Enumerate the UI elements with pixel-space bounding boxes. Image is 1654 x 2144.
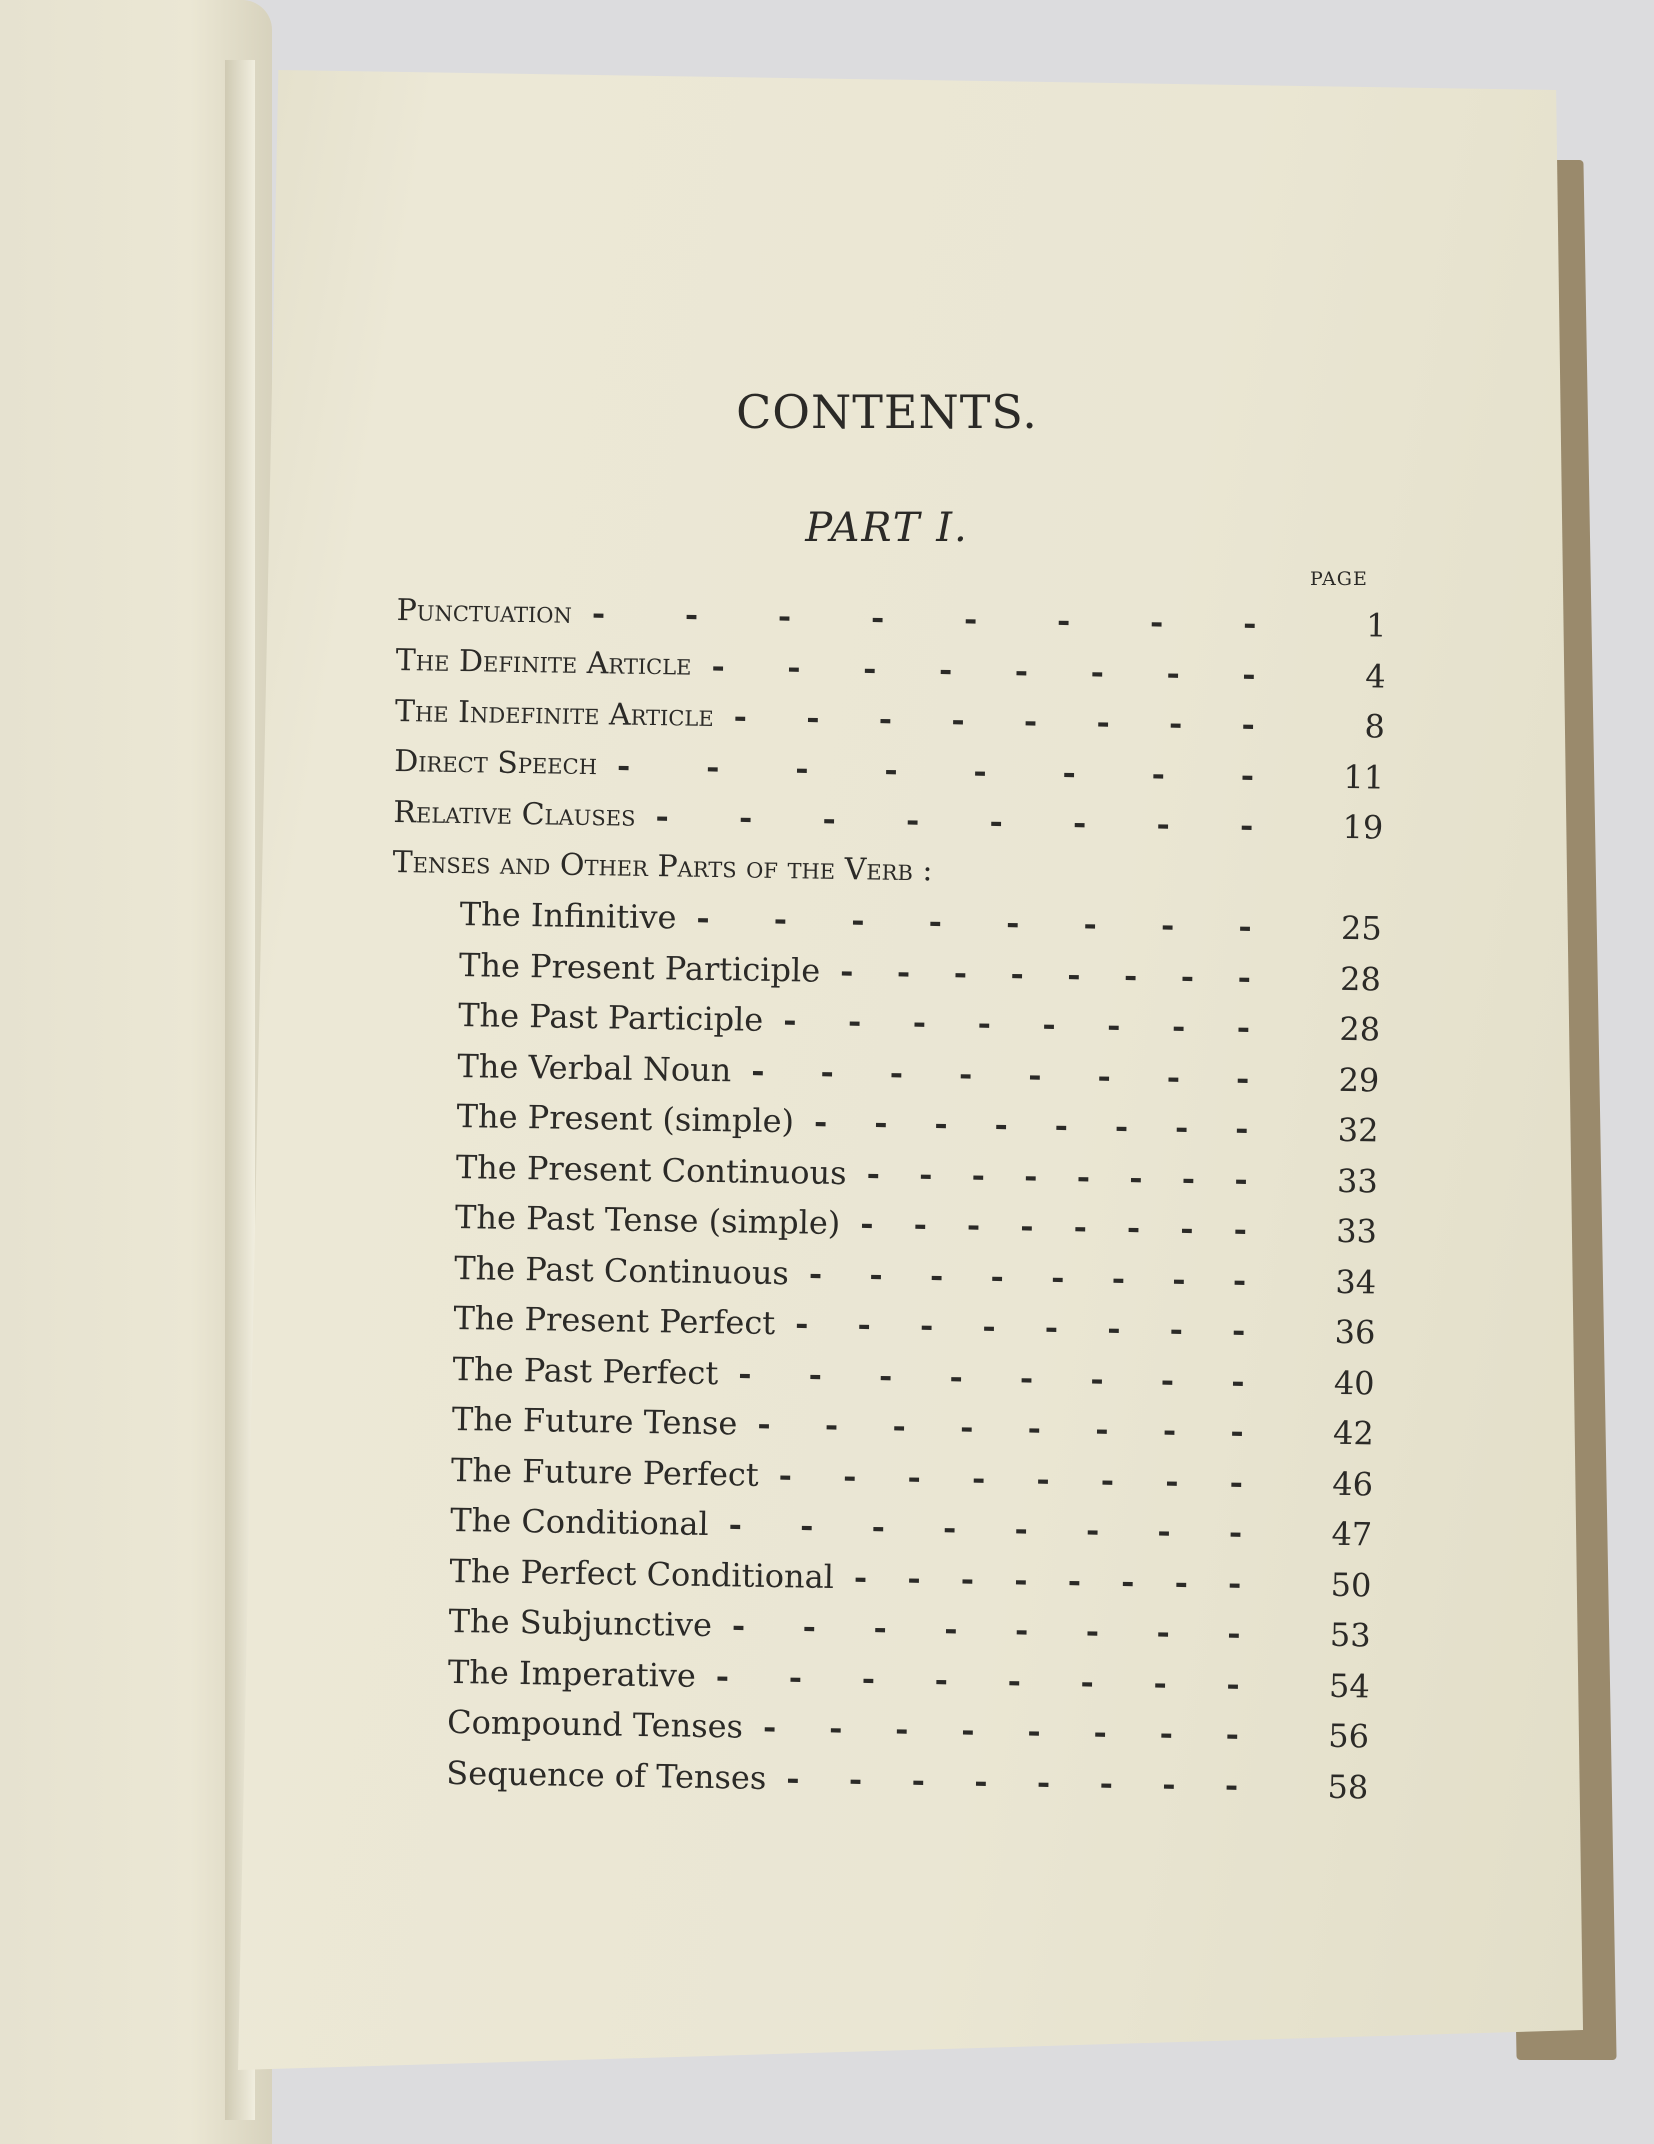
toc-entry-page: 40 — [1333, 1363, 1375, 1403]
leader-dots: - - - - - - - - — [715, 1656, 1241, 1704]
toc-entry-page: 47 — [1331, 1515, 1373, 1554]
leader-dots: - - - - - - - - — [616, 746, 1255, 795]
toc-entry-page: 28 — [1339, 959, 1382, 999]
leader-dots: - - - - - - - - — [731, 1606, 1241, 1653]
toc-entry-label: Direct Speech — [393, 744, 598, 783]
leader-dots: - - - - - - - - — [728, 1505, 1243, 1552]
toc-entry-label: The Past Perfect — [452, 1349, 719, 1392]
leader-dots: - - - - - - - - — [757, 1405, 1245, 1451]
toc-entry-page: 4 — [1365, 656, 1386, 696]
toc-entry-page: 8 — [1364, 707, 1386, 746]
toc-entry-page: 25 — [1340, 909, 1383, 948]
toc-entry-page: 19 — [1342, 808, 1384, 847]
toc-entry-label: Punctuation — [396, 592, 573, 631]
toc-entry-label: The Past Tense (simple) — [454, 1198, 841, 1243]
toc-entry-page: 11 — [1343, 757, 1385, 797]
leader-dots: - - - - - - - - — [813, 1102, 1249, 1148]
toc-entry-page: 32 — [1337, 1111, 1379, 1150]
toc-entry-page: 46 — [1331, 1464, 1374, 1504]
toc-entry-label: The Past Participle — [457, 996, 764, 1040]
page-column-label: PAGE — [1310, 568, 1368, 590]
toc-entry-label: The Infinitive — [459, 895, 677, 937]
toc-entry-label: The Past Continuous — [453, 1248, 790, 1292]
toc-entry-label: The Subjunctive — [448, 1602, 713, 1645]
leader-dots: - - - - - - - - — [655, 797, 1254, 845]
part-heading: PART I. — [805, 505, 969, 551]
toc-entry-page: 34 — [1335, 1262, 1377, 1302]
toc-entry-label: The Present (simple) — [456, 1097, 795, 1141]
leader-dots: - - - - - - - - — [853, 1558, 1242, 1603]
leader-dots: - - - - - - - - — [808, 1254, 1247, 1300]
contents-heading: CONTENTS. — [736, 385, 1038, 439]
toc-entry-page: 50 — [1330, 1565, 1372, 1605]
toc-entry-label: The Verbal Noun — [457, 1046, 732, 1090]
toc-entry-page: 42 — [1332, 1414, 1375, 1453]
toc-entry-page: 33 — [1336, 1161, 1379, 1201]
toc-entry-label: The Future Perfect — [450, 1450, 760, 1494]
leader-dots: - - - - - - - - — [696, 898, 1252, 946]
toc-entry-page: 36 — [1334, 1313, 1376, 1352]
leader-dots: - - - - - - - - — [762, 1708, 1240, 1754]
leader-dots: - - - - - - - - — [866, 1154, 1248, 1199]
toc-entry-label: The Present Continuous — [455, 1147, 847, 1192]
toc-entry-page: 33 — [1335, 1212, 1378, 1251]
leader-dots: - - - - - - - - — [859, 1204, 1248, 1249]
toc-entry-label: Sequence of Tenses — [446, 1753, 767, 1797]
leader-dots: - - - - - - - - — [839, 951, 1252, 997]
leader-dots: - - - - - - - - — [591, 594, 1257, 643]
toc-entry-label: Compound Tenses — [446, 1703, 744, 1746]
toc-entry-label: The Present Perfect — [453, 1299, 776, 1343]
toc-entry-label: The Perfect Conditional — [449, 1551, 835, 1596]
toc-entry-label: The Present Participle — [458, 945, 821, 990]
leader-dots: - - - - - - - - — [794, 1304, 1246, 1350]
toc-entry-page: 1 — [1365, 606, 1387, 645]
toc-entry-label: Tenses and Other Parts of the Verb : — [392, 845, 933, 889]
leader-dots: - - - - - - - - — [778, 1455, 1244, 1502]
toc-entry-label: The Definite Article — [395, 643, 692, 683]
toc-entry-page: 54 — [1328, 1666, 1371, 1706]
leader-dots: - - - - - - - - — [782, 1001, 1251, 1047]
leader-dots: - - - - - - - - — [786, 1759, 1239, 1805]
toc-entry-page: 53 — [1329, 1616, 1371, 1655]
leader-dots: - - - - - - - - — [737, 1354, 1245, 1401]
leader-dots: - - - - - - - - — [733, 697, 1256, 744]
toc-entry-label: Relative Clauses — [393, 794, 636, 834]
toc-entry-label: The Conditional — [450, 1501, 710, 1544]
leader-dots: - - - - - - - - — [711, 646, 1256, 694]
toc-entry-page: 58 — [1327, 1767, 1369, 1807]
toc-entry-page: 28 — [1339, 1010, 1381, 1049]
leader-dots: - - - - - - - - — [751, 1051, 1250, 1098]
table-of-contents — [378, 585, 1387, 1812]
toc-entry-label: The Future Tense — [451, 1400, 738, 1443]
toc-entry-label: The Imperative — [447, 1652, 697, 1695]
toc-entry-label: The Indefinite Article — [394, 693, 715, 734]
toc-entry-page: 29 — [1338, 1060, 1380, 1100]
toc-entry-page: 56 — [1328, 1717, 1370, 1756]
